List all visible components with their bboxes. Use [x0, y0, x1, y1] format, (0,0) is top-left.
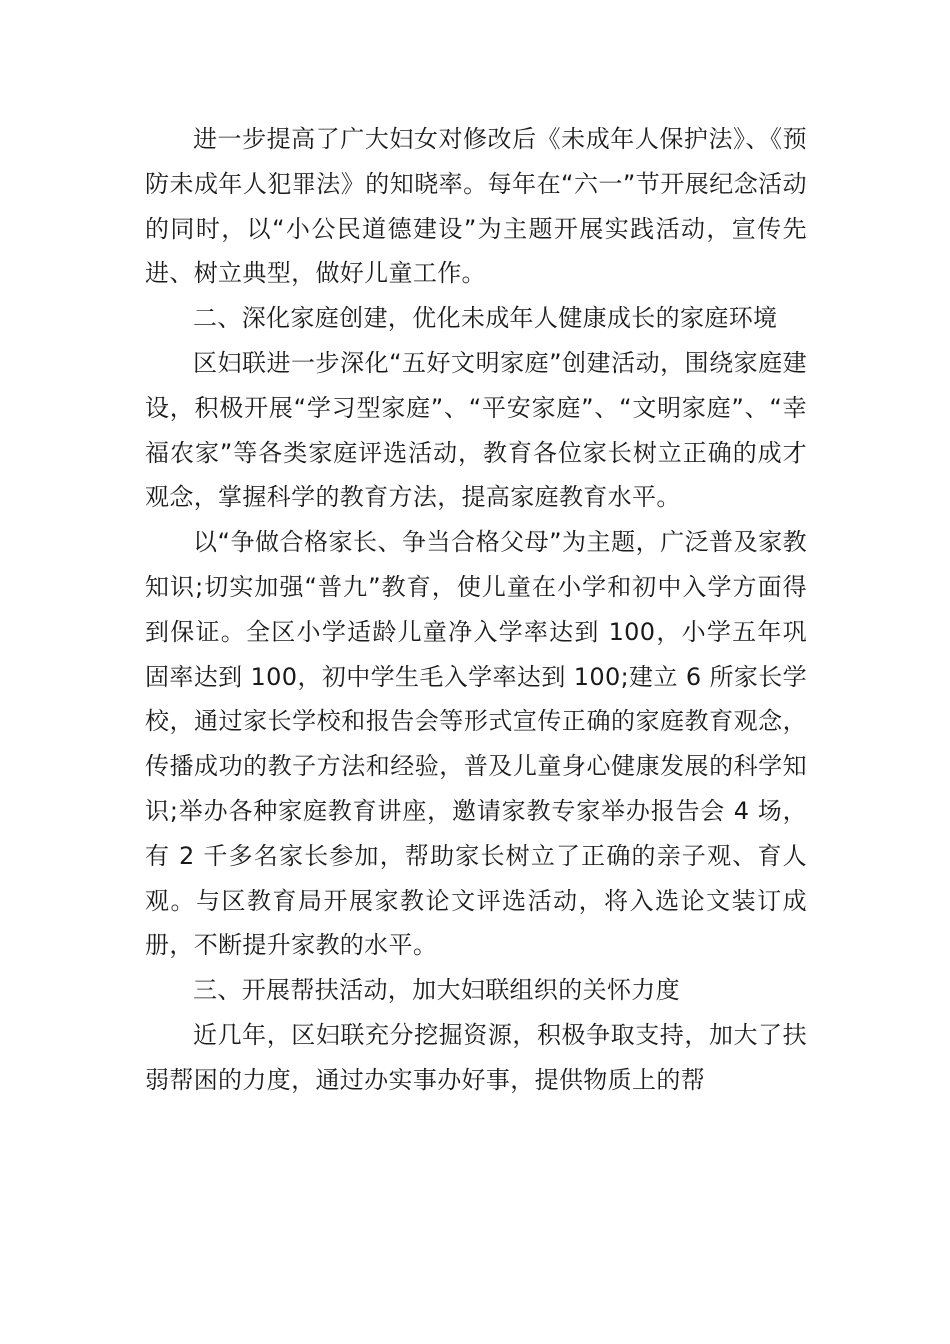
section-heading-two: 二、深化家庭创建，优化未成年人健康成长的家庭环境	[193, 304, 778, 333]
section-heading-three: 三、开展帮扶活动，加大妇联组织的关怀力度	[193, 976, 680, 1005]
paragraph-intro: 进一步提高了广大妇女对修改后《未成年人保护法》、《预防未成年人犯罪法》的知晓率。每年在“六一”节开展纪念活动的同时，以“小公民道德建设”为主题开展实践活动，宣传先进、树立典型，做好儿童工作。	[145, 125, 807, 288]
paragraph-assistance: 近几年，区妇联充分挖掘资源，积极争取支持，加大了扶弱帮困的力度，通过办实事办好事，提供物质上的帮	[145, 1020, 807, 1094]
document-body	[145, 117, 807, 1103]
paragraph-family-creation: 区妇联进一步深化“五好文明家庭”创建活动，围绕家庭建设，积极开展“学习型家庭”、“平安家庭”、“文明家庭”、“幸福农家”等各类家庭评选活动，教育各位家长树立正确的成才观念，掌握科学的教育方法，提高家庭教育水平。	[145, 348, 807, 512]
paragraph-family-education: 以“争做合格家长、争当合格父母”为主题，广泛普及家教知识;切实加强“普九”教育，使儿童在小学和初中入学方面得到保证。全区小学适龄儿童净入学率达到 100，小学五年巩固率达到 100，初中学生毛入学率达到 100;建立 6 所家长学校，通过家长学校和报告会等形式宣传正确的家庭教育观念，传播成功的教子方法和经验，普及儿童身心健康发展的科学知识;举办各种家庭教育讲座，邀请家教专家举办报告会 4 场，有 2 千多名家长参加，帮助家长树立了正确的亲子观、育人观。与区教育局开展家教论文评选活动，将入选论文装订成册，不断提升家教的水平。	[145, 528, 807, 960]
